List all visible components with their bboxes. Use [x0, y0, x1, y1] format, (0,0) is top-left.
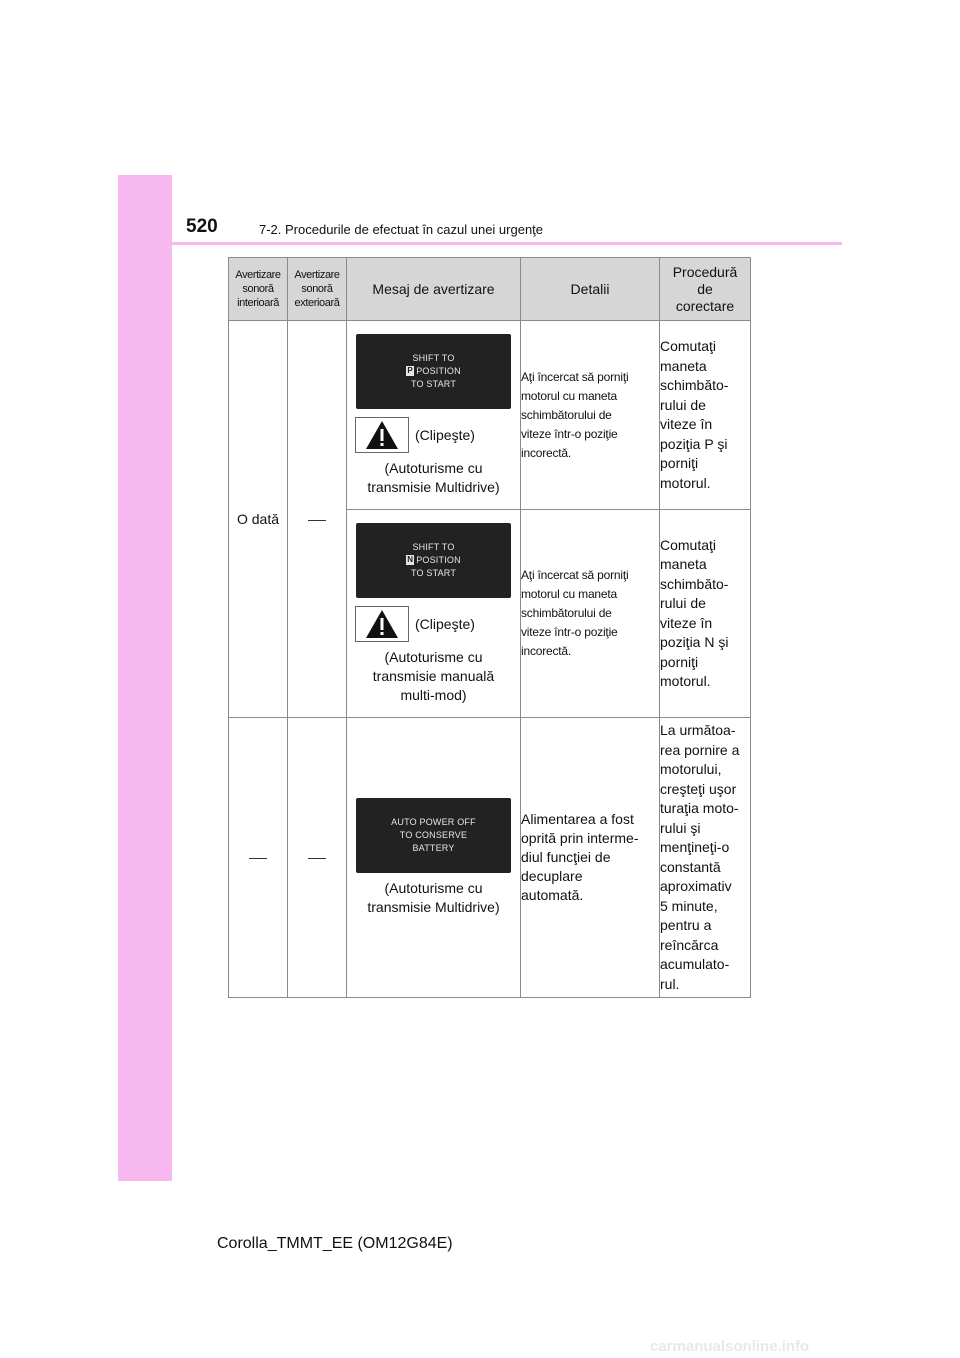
warning-table: [228, 257, 751, 998]
table-row: [229, 321, 751, 510]
display-screen: AUTO POWER OFF TO CONSERVE BATTERY: [356, 798, 511, 873]
watermark: carmanualsonline.info: [650, 1338, 810, 1355]
procedure-cell: Comutaţi maneta schimbăto- rului de viteze în poziţia P şi porniţi motorul.: [660, 321, 751, 510]
interior-buzzer-cell: O dată: [229, 321, 288, 718]
details-cell: Alimentarea a fost oprită prin interme- diul funcţiei de decuplare automată.: [521, 718, 660, 998]
column-details: Detalii: [521, 258, 660, 321]
table-row: [229, 718, 751, 998]
dash-mark: [249, 858, 267, 859]
table-header-row: [229, 258, 751, 321]
procedure-cell: La următoa- rea pornire a motorului, creşteţi uşor turaţia moto- rului şi menţineţi-o constantă aproximativ 5 minute, pentru a reîncărca acumulato- rul.: [660, 718, 751, 998]
header-rule: [172, 242, 842, 245]
section-title: 7-2. Procedurile de efectuat în cazul unei urgenţe: [259, 222, 544, 237]
vehicle-caption: (Autoturisme cu transmisie Multidrive): [367, 880, 500, 915]
gear-indicator: N: [407, 555, 414, 565]
warning-triangle-icon: [355, 417, 409, 453]
details-cell: Aţi încercat să porniţi motorul cu maneta schimbătorului de viteze într-o poziţie incorectă.: [521, 510, 660, 718]
column-message: Mesaj de avertizare: [347, 258, 521, 321]
vehicle-caption: (Autoturisme cu transmisie manuală multi-mod): [372, 648, 495, 703]
dash-mark: [308, 858, 326, 859]
blink-label: (Clipeşte): [415, 615, 475, 632]
blink-label: (Clipeşte): [415, 426, 475, 443]
warning-triangle-icon: [355, 606, 409, 642]
details-cell: Aţi încercat să porniţi motorul cu maneta schimbătorului de viteze într-o poziţie incorectă.: [521, 321, 660, 510]
column-interior-buzzer: Avertizare sonoră interioară: [229, 258, 288, 321]
exterior-buzzer-cell: [288, 321, 347, 718]
message-cell: [347, 510, 521, 718]
message-cell: [347, 321, 521, 510]
footer-model-code: Corolla_TMMT_EE (OM12G84E): [217, 1235, 453, 1252]
page-number: 520: [186, 216, 218, 237]
column-exterior-buzzer: Avertizare sonoră exterioară: [288, 258, 347, 321]
column-procedure: Procedură de corectare: [660, 258, 751, 321]
dash-mark: [308, 520, 326, 521]
exterior-buzzer-cell: [288, 718, 347, 998]
gear-indicator: P: [407, 366, 413, 376]
display-screen: SHIFT TO P POSITION TO START: [356, 334, 511, 409]
interior-buzzer-cell: [229, 718, 288, 998]
pink-sidebar: [118, 175, 172, 1181]
message-cell: [347, 718, 521, 998]
vehicle-caption: (Autoturisme cu transmisie Multidrive): [367, 459, 500, 495]
procedure-cell: Comutaţi maneta schimbăto- rului de viteze în poziţia N şi porniţi motorul.: [660, 510, 751, 718]
display-screen: SHIFT TO N POSITION TO START: [356, 523, 511, 598]
